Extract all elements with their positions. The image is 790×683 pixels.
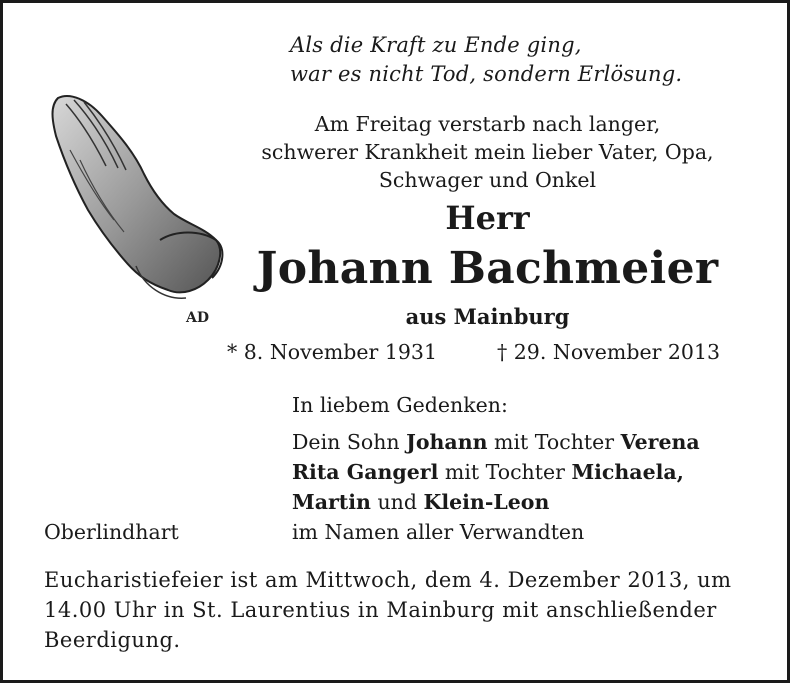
mourners-place: Oberlindhart — [44, 520, 179, 544]
mourners-line-3: Martin und Klein-Leon — [292, 490, 550, 514]
intro-line-3: Schwager und Onkel — [378, 168, 597, 192]
birth-date: * 8. November 1931 — [227, 340, 438, 364]
mourners-line-1: Dein Sohn Johann mit Tochter Verena — [292, 430, 700, 454]
intro-line-1: Am Freitag verstarb nach langer, — [314, 112, 661, 136]
mourners-line-4: im Namen aller Verwandten — [292, 520, 585, 544]
mourners-line-2: Rita Gangerl mit Tochter Michaela, — [292, 460, 684, 484]
deceased-origin: aus Mainburg — [405, 304, 570, 329]
death-date: † 29. November 2013 — [497, 340, 721, 364]
quote-line-1: Als die Kraft zu Ende ging, — [290, 33, 582, 57]
praying-hands-icon — [40, 90, 230, 330]
monogram-label: AD — [186, 310, 210, 326]
salutation: Herr — [445, 199, 530, 237]
intro-line-2: schwerer Krankheit mein lieber Vater, Opa, — [261, 140, 714, 164]
quote-line-2: war es nicht Tod, sondern Erlösung. — [290, 62, 683, 86]
deceased-name: Johann Bachmeier — [256, 243, 719, 294]
mourners-heading: In liebem Gedenken: — [292, 393, 508, 417]
service-info: Eucharistiefeier ist am Mittwoch, dem 4. Dezember 2013, um 14.00 Uhr in St. Laurentius in Mainburg mit anschließender Beerdigung. — [44, 568, 732, 652]
